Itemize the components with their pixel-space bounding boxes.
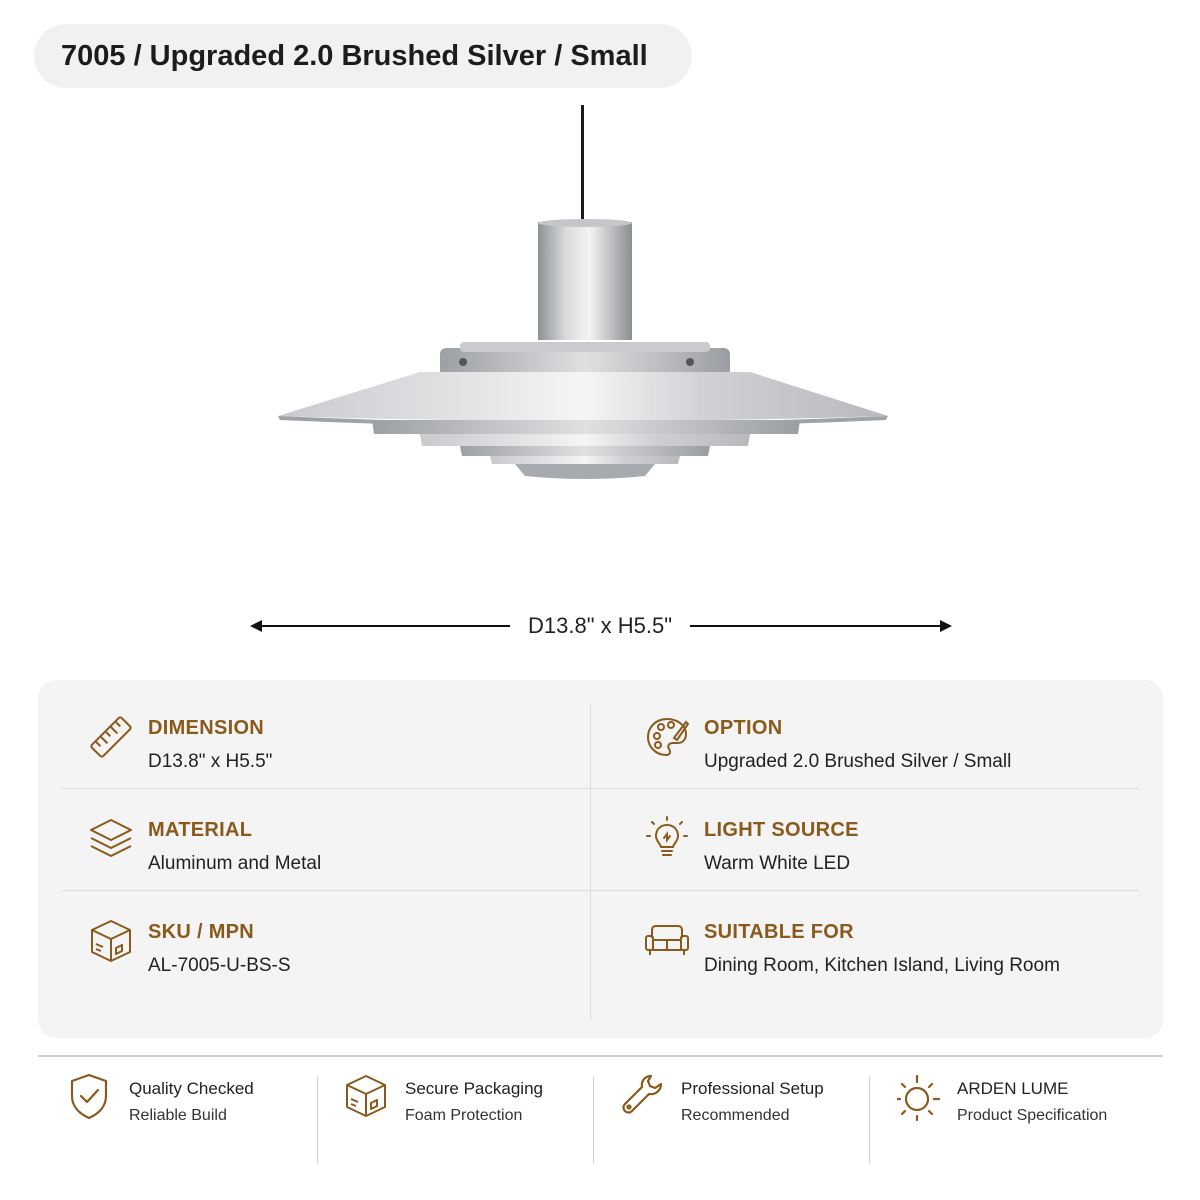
spec-value: Aluminum and Metal [148,853,322,874]
spec-value: Dining Room, Kitchen Island, Living Room [704,955,1060,976]
arrow-right-icon [940,620,952,632]
spec-value: Warm White LED [704,853,851,874]
feature-title: Professional Setup [681,1079,824,1098]
feature-brand [897,1070,1137,1170]
feature-quality [69,1070,309,1170]
spec-dimension [88,714,568,804]
spec-label: DIMENSION [148,717,265,739]
dimension-line-right [690,625,942,627]
spec-label: OPTION [704,717,783,739]
dimension-line-left [258,625,510,627]
spec-divider-vertical [590,704,591,1020]
spec-label: SUITABLE FOR [704,921,854,943]
feature-divider [317,1077,318,1163]
spec-label: LIGHT SOURCE [704,819,859,841]
feature-subtitle: Reliable Build [129,1107,227,1124]
wrench-icon [621,1072,667,1122]
spec-panel [38,680,1163,1038]
ruler-icon [88,714,134,760]
bottom-divider [38,1055,1163,1057]
spec-light-source [644,816,1144,906]
feature-subtitle: Product Specification [957,1107,1108,1124]
dimension-label: D13.8" x H5.5" [527,613,673,638]
spec-material [88,816,568,906]
feature-divider [593,1077,594,1163]
spec-label: MATERIAL [148,819,253,841]
feature-subtitle: Foam Protection [405,1107,523,1124]
sofa-icon [644,918,690,964]
lightbulb-icon [644,816,690,862]
shield-check-icon [69,1072,115,1122]
package-icon [345,1072,391,1122]
palette-icon [644,714,690,760]
pendant-lamp-image [260,100,920,530]
spec-value: D13.8" x H5.5" [148,751,273,772]
spec-option [644,714,1144,804]
box-icon [88,918,134,964]
sun-icon [897,1072,943,1122]
spec-value: AL-7005-U-BS-S [148,955,291,976]
feature-packaging [345,1070,585,1170]
spec-value: Upgraded 2.0 Brushed Silver / Small [704,751,1012,772]
dimension-arrow [250,606,952,646]
spec-sku [88,918,568,1008]
feature-title: ARDEN LUME [957,1079,1069,1098]
product-title: 7005 / Upgraded 2.0 Brushed Silver / Small [34,24,692,88]
spec-suitable-for [644,918,1144,1008]
feature-setup [621,1070,861,1170]
layers-icon [88,816,134,862]
feature-title: Secure Packaging [405,1079,543,1098]
feature-title: Quality Checked [129,1079,254,1098]
feature-divider [869,1077,870,1163]
feature-subtitle: Recommended [681,1107,790,1124]
spec-label: SKU / MPN [148,921,255,943]
